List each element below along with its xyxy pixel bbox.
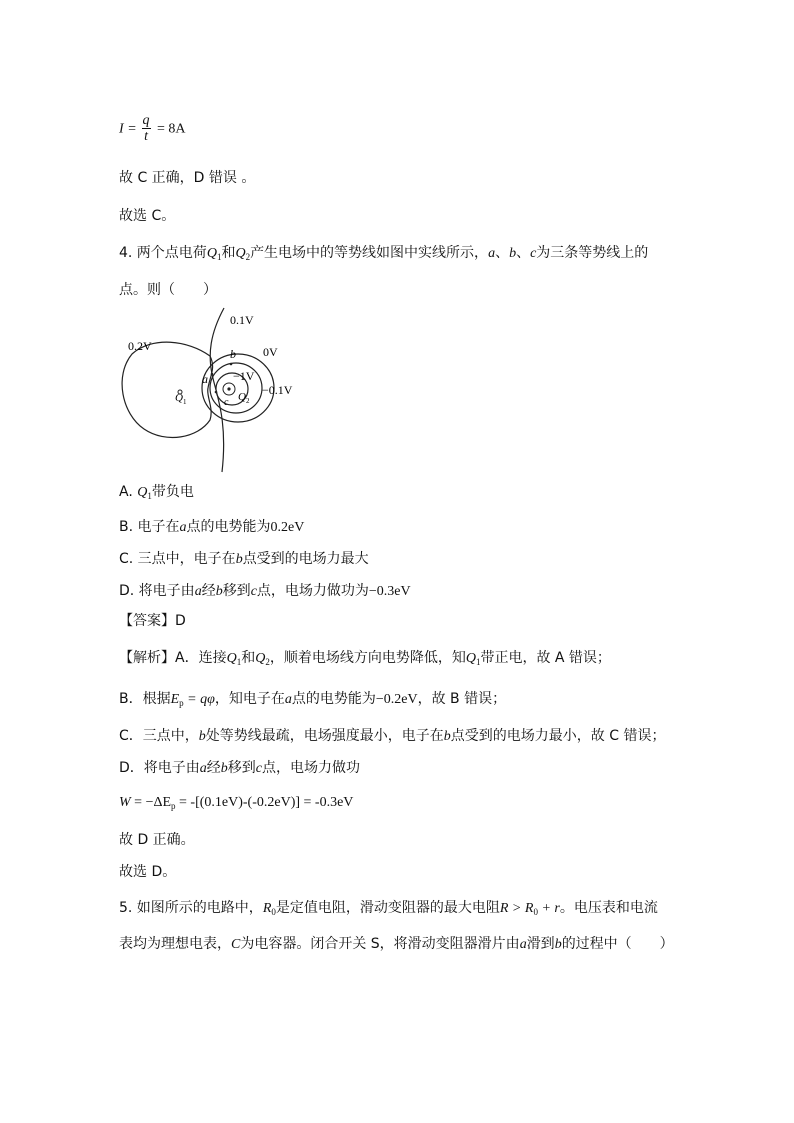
label-q2: $Q_2$ <box>238 391 250 405</box>
label-0V: 0V <box>263 345 278 359</box>
equation-current: I = $\frac{q}{t}$ = 8A <box>119 113 186 144</box>
label-0.2V: 0.2V <box>128 339 152 353</box>
eq-numerator: q <box>142 113 150 128</box>
label-a: a <box>202 372 208 386</box>
label-0.1V: 0.1V <box>230 313 254 327</box>
q4-stem-line1: 4. 两个点电荷$Q_1$和$Q_2$产生电场中的等势线如图中实线所示，a、b、c为三条等势线上的 <box>119 245 649 262</box>
point-b <box>230 363 233 366</box>
eq-rhs: = 8A <box>156 121 186 137</box>
label-minus0.1V: −0.1V <box>262 383 293 397</box>
equation-work: $W = -\Delta E_p = -[(0.1eV)-(-0.2eV)] = -0.3eV$ <box>119 795 354 811</box>
option-b[interactable]: B. 电子在a点的电势能为0.2eV <box>119 519 305 535</box>
option-d[interactable]: D. 将电子由a经b移到c点，电场力做功为−0.3eV <box>119 583 411 599</box>
point-c <box>215 391 218 394</box>
explanation-c: C．三点中，b处等势线最疏，电场强度最小，电子在b点受到的电场力最小，故 C 错误； <box>119 728 666 744</box>
q5-stem-line1: 5. 如图所示的电路中，$R_0$是定值电阻，滑动变阻器的最大电阻$R > R_0 + r$。电压表和电流 <box>119 900 658 917</box>
point-a <box>211 373 214 376</box>
text-d-correct: 故 D 正确。 <box>119 832 195 848</box>
option-a[interactable]: A. $Q_1$带负电 <box>119 484 194 501</box>
explanation-b: B．根据$E_p = q\varphi$，知电子在a点的电势能为−0.2eV，故 B 错误； <box>119 691 507 708</box>
option-c[interactable]: C. 三点中，电子在b点受到的电场力最大 <box>119 551 369 567</box>
q5-stem-line2: 表均为理想电表，C为电容器。闭合开关 S，将滑动变阻器滑片由a滑到b的过程中（ ） <box>119 936 674 952</box>
q4-stem-line2: 点。则（ ） <box>119 282 217 298</box>
q1-equipotential <box>122 342 213 437</box>
eq-fraction <box>142 113 151 144</box>
eq-lhs: I <box>119 121 124 137</box>
text-select-c: 故选 C。 <box>119 208 176 224</box>
equipotential-figure <box>118 304 318 474</box>
eq-denominator: t <box>144 129 148 144</box>
label-minus1V: −1V <box>233 369 255 383</box>
middle-equipotential <box>210 308 224 472</box>
text-c-correct: 故 C 正确，D 错误 。 <box>119 170 256 186</box>
label-b: b <box>230 347 236 361</box>
explanation-d: D．将电子由a经b移到c点，电场力做功 <box>119 760 360 776</box>
label-q1: $Q_1$ <box>175 392 187 406</box>
answer-label: 【答案】D <box>119 613 186 629</box>
explanation-a: 【解析】A．连接$Q_1$和$Q_2$，顺着电场线方向电势降低，知$Q_1$带正电，故 A 错误； <box>119 650 611 667</box>
text-select-d: 故选 D。 <box>119 864 177 880</box>
label-c: c <box>224 397 229 408</box>
